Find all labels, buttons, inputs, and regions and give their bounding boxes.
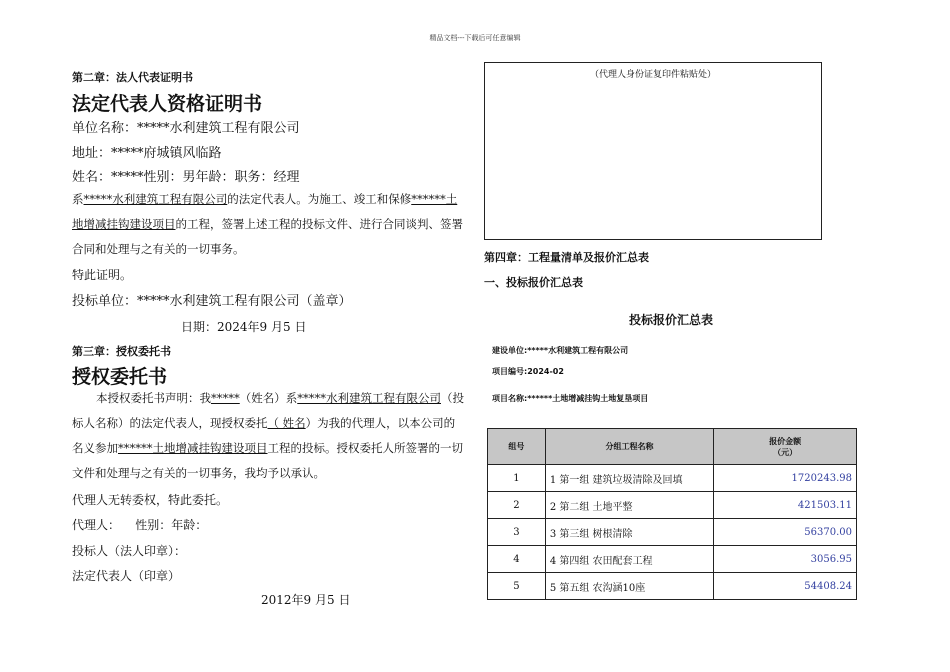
row-amount: 54408.24	[714, 573, 857, 600]
row-amount: 421503.11	[714, 492, 857, 519]
table-row	[488, 546, 857, 573]
col-header-amount: 报价金额 （元）	[714, 429, 857, 465]
person-info-line: 姓名：*****性别：男年龄：职务：经理	[72, 170, 300, 185]
row-name: 4 第四组 农田配套工程	[545, 546, 713, 573]
col-header-name: 分组工程名称	[545, 429, 713, 465]
row-amount: 1720243.98	[714, 465, 857, 492]
legal-rep-line: 法定代表人（印章）	[72, 569, 181, 583]
certificate-date: 日期：2024年9 月5 日	[181, 320, 307, 334]
authorization-body: 本授权委托书声明：我*****（姓名）系*****水利建筑工程有限公司（投标人名称）的法定代表人，现授权委托（ 姓名）为我的代理人，以本公司的名义参加******土地增减挂钩建设项目工程的投标。授权委托人所签署的一切文件和处理与之有关的一切事务，我均予以承认。	[72, 391, 464, 480]
bidder-seal-line: 投标人（法人印章）：	[72, 544, 187, 558]
page-header: 精品文档---下载后可任意编辑	[429, 34, 521, 42]
section-heading: 一、投标报价汇总表	[484, 276, 583, 289]
project-number-line: 项目编号:2024-02	[492, 367, 564, 376]
table-row	[488, 573, 857, 600]
certify-note: 特此证明。	[72, 268, 133, 282]
chapter3-title: 授权委托书	[72, 366, 168, 388]
row-name: 1 第一组 建筑垃圾清除及回填	[545, 465, 713, 492]
row-name: 2 第二组 土地平整	[545, 492, 713, 519]
company-name: *****水利建筑工程有限公司	[297, 391, 441, 405]
table-row	[488, 465, 857, 492]
row-no: 2	[488, 492, 546, 519]
row-amount: 3056.95	[714, 546, 857, 573]
quote-summary-table	[487, 428, 857, 600]
address-line: 地址：*****府城镇风临路	[72, 146, 222, 161]
row-no: 4	[488, 546, 546, 573]
company-name: *****水利建筑工程有限公司	[83, 192, 228, 206]
table-row	[488, 519, 857, 546]
project-name: ******土地增减挂钩建设项目	[72, 192, 458, 231]
row-name: 3 第三组 树根清除	[545, 519, 713, 546]
row-amount: 56370.00	[714, 519, 857, 546]
chapter2-title: 法定代表人资格证明书	[72, 93, 263, 115]
chapter3-heading: 第三章：授权委托书	[72, 345, 171, 358]
certificate-body: 系*****水利建筑工程有限公司的法定代表人。为施工、竣工和保修******土地增减挂钩建设项目的工程，签署上述工程的投标文件、进行合同谈判、签署合同和处理与之有关的一切事务。	[72, 192, 463, 256]
table-header-row	[488, 429, 857, 465]
id-copy-box	[484, 62, 822, 240]
builder-line: 建设单位:*****水利建筑工程有限公司	[492, 346, 629, 355]
col-header-no: 组号	[488, 429, 546, 465]
project-name-line: 项目名称:******土地增减挂钩土地复垦项目	[492, 394, 649, 403]
id-copy-caption: （代理人身份证复印件粘贴处）	[589, 70, 716, 80]
no-transfer-note: 代理人无转委权，特此委托。	[72, 493, 229, 507]
row-no: 5	[488, 573, 546, 600]
row-name: 5 第五组 农沟涵10座	[545, 573, 713, 600]
row-no: 1	[488, 465, 546, 492]
project-name: ******土地增减挂钩建设项目	[118, 441, 268, 455]
row-no: 3	[488, 519, 546, 546]
summary-table-title: 投标报价汇总表	[628, 313, 713, 327]
authorization-date: 2012年9 月5 日	[261, 593, 351, 607]
chapter4-heading: 第四章：工程量清单及报价汇总表	[484, 251, 649, 264]
bidder-line: 投标单位：*****水利建筑工程有限公司（盖章）	[72, 294, 352, 309]
agent-line: 代理人： 性别：年龄：	[72, 518, 208, 532]
chapter2-heading: 第二章：法人代表证明书	[72, 71, 193, 84]
table-row	[488, 492, 857, 519]
unit-name-line: 单位名称：*****水利建筑工程有限公司	[72, 121, 300, 136]
